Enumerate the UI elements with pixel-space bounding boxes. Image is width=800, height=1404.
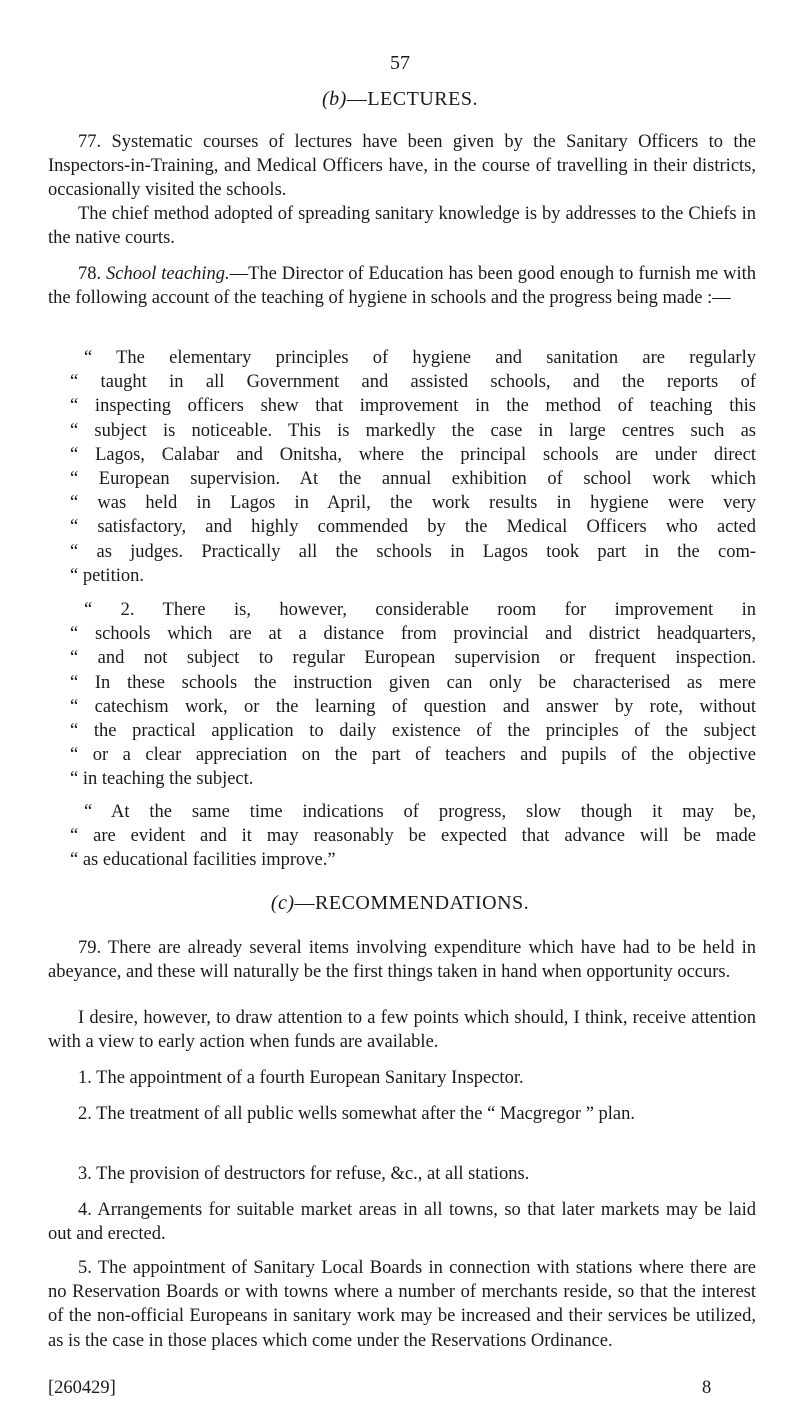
paragraph-78-italic: School teaching. [106, 264, 230, 284]
quote-line: “ European supervision. At the annual exhibition of school work which [70, 469, 756, 490]
quote-line: “ At the same time indications of progress, slow though it may be, [84, 802, 756, 822]
recommendation-item: 3. The provision of destructors for refuse, &c., at all stations. [78, 1164, 530, 1184]
quote-line: “ or a clear appreciation on the part of teachers and pupils of the objective [70, 745, 756, 766]
quote-block-2 [70, 598, 756, 792]
quote-line: “ the practical application to daily existence of the principles of the subject [70, 721, 756, 742]
quote-line: “ and not subject to regular European supervision or frequent inspection. [70, 648, 756, 669]
recommendation-item: 1. The appointment of a fourth European Sanitary Inspector. [78, 1068, 524, 1088]
quote-line: “ subject is noticeable. This is markedly the case in large centres such as [70, 420, 756, 441]
quote-line: “ in teaching the subject. [70, 769, 254, 790]
sheet-signature: 8 [702, 1378, 712, 1398]
paragraph-desire: I desire, however, to draw attention to a few points which should, I think, receive attention with a view to early action when funds are available. [48, 1008, 756, 1053]
section-label: (c) [270, 892, 295, 914]
quote-line: “ was held in Lagos in April, the work results in hygiene were very [70, 493, 756, 514]
quote-line: “ In these schools the instruction given can only be characterised as mere [70, 672, 756, 693]
quote-line: “ petition. [70, 565, 144, 586]
quote-line: “ taught in all Government and assisted schools, and the reports of [70, 372, 756, 393]
quote-line: “ Lagos, Calabar and Onitsha, where the principal schools are under direct [70, 444, 756, 465]
section-title: —RECOMMENDATIONS. [294, 892, 530, 914]
section-heading-recommendations [0, 892, 800, 915]
quote-line: “ catechism work, or the learning of question and answer by rote, without [70, 696, 756, 717]
print-code: [260429] [48, 1378, 116, 1398]
section-label: (b) [322, 88, 347, 110]
paragraph-78 [48, 262, 756, 310]
quote-line: “ schools which are at a distance from provincial and district headquarters, [70, 624, 756, 645]
section-title: —LECTURES. [346, 88, 478, 110]
page-number: 57 [390, 52, 410, 74]
recommendation-item: 5. The appointment of Sanitary Local Boards in connection with stations where there are no Reservation Boards or with towns where a number of merchants reside, so that the interest of the non-official Europeans in sanitary work may be increased and their services be utilized, as is the case in those places which come under the Reservations Ordinance. [48, 1258, 756, 1351]
quote-block-3 [70, 800, 756, 873]
recommendation-item: 4. Arrangements for suitable market areas in all towns, so that later markets may be laid out and erected. [48, 1200, 756, 1245]
paragraph-chief-method: The chief method adopted of spreading sanitary knowledge is by addresses to the Chiefs in the native courts. [48, 204, 756, 249]
section-heading-lectures [0, 88, 800, 111]
quote-line: “ as judges. Practically all the schools in Lagos took part in the com- [70, 541, 756, 562]
paragraph-77: 77. Systematic courses of lectures have been given by the Sanitary Officers to the Inspectors-in-Training, and Medical Officers have, in the course of travelling in their districts, occasionally visited the schools. [48, 132, 756, 201]
quote-line: “ 2. There is, however, considerable room for improvement in [84, 600, 756, 620]
quote-line: “ inspecting officers shew that improvement in the method of teaching this [70, 396, 756, 417]
paragraph-79: 79. There are already several items involving expenditure which have had to be held in abeyance, and these will naturally be the first things taken in hand when opportunity occurs. [48, 938, 756, 983]
paragraph-78-text: —The Director of Education has been good enough to furnish me with the following account of the teaching of hygiene in schools and the progress being made :— [48, 264, 756, 309]
quote-line: “ as educational facilities improve.” [70, 850, 336, 871]
quote-line: “ The elementary principles of hygiene and sanitation are regularly [84, 348, 756, 368]
recommendation-item: 2. The treatment of all public wells somewhat after the “ Macgregor ” plan. [78, 1104, 636, 1124]
quote-line: “ are evident and it may reasonably be expected that advance will be made [70, 826, 756, 847]
quote-line: “ satisfactory, and highly commended by the Medical Officers who acted [70, 517, 756, 538]
paragraph-78-number: 78. [78, 264, 102, 284]
quote-block-1 [70, 346, 756, 588]
